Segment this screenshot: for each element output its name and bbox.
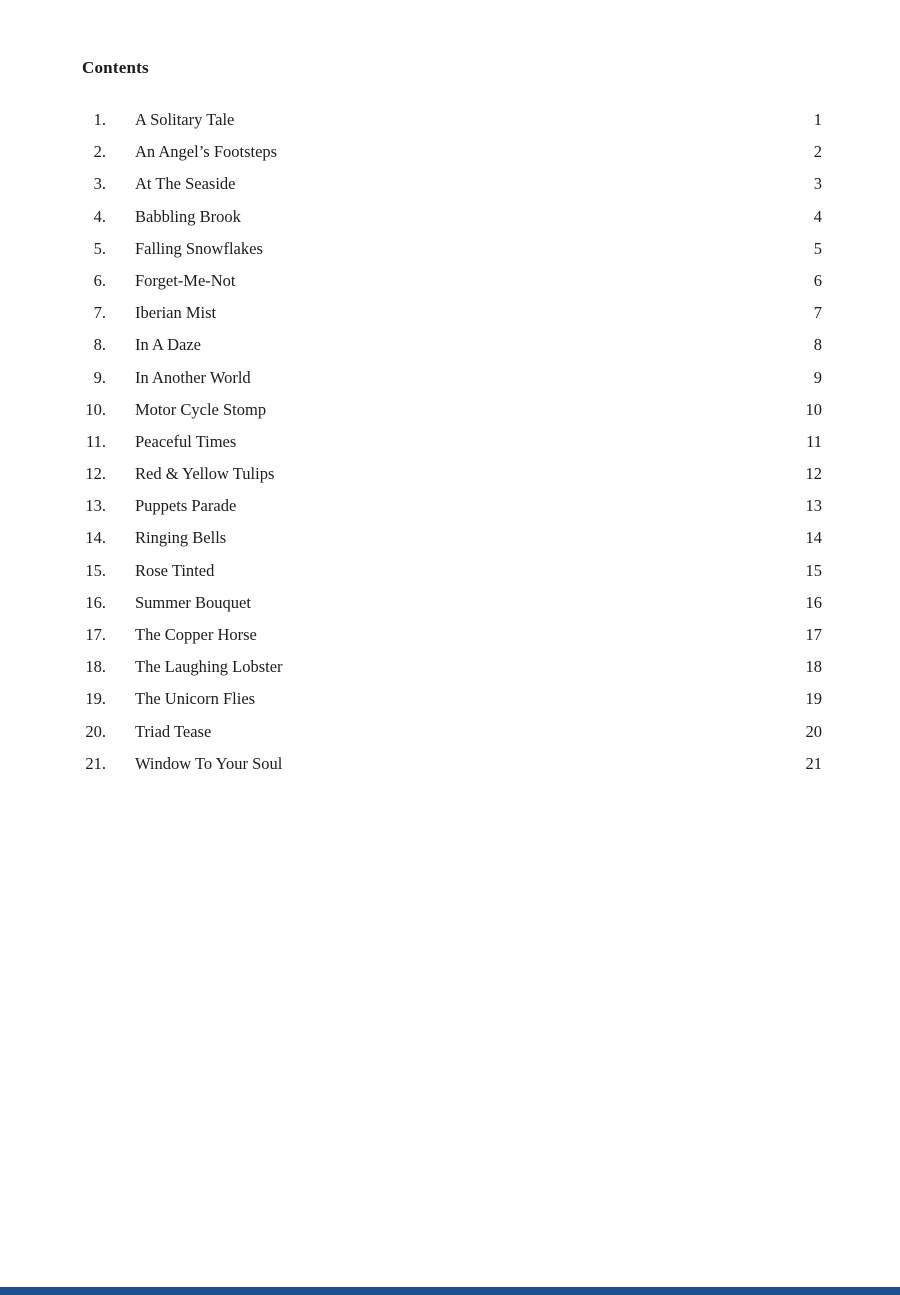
- entry-number: 2.: [93, 142, 106, 162]
- entry-page-number: 15: [805, 560, 822, 580]
- entry-page-number: 9: [813, 367, 822, 387]
- entry-title: Babbling Brook: [135, 206, 241, 226]
- toc-entry: [82, 362, 822, 394]
- toc-entry: [82, 748, 822, 780]
- entry-number: 7.: [93, 303, 106, 323]
- entry-number: 13.: [85, 496, 106, 516]
- entry-title: In Another World: [135, 367, 251, 387]
- contents-list: [82, 104, 822, 780]
- toc-entry: [82, 265, 822, 297]
- toc-entry: [82, 651, 822, 683]
- entry-page-number: 8: [813, 335, 822, 355]
- toc-entry: [82, 522, 822, 554]
- toc-entry: [82, 716, 822, 748]
- entry-number: 18.: [85, 657, 106, 677]
- toc-entry: [82, 555, 822, 587]
- entry-page-number: 14: [805, 528, 822, 548]
- entry-number: 12.: [85, 464, 106, 484]
- entry-page-number: 16: [805, 592, 822, 612]
- toc-entry: [82, 297, 822, 329]
- toc-entry: [82, 490, 822, 522]
- entry-page-number: 12: [805, 464, 822, 484]
- entry-page-number: 17: [805, 625, 822, 644]
- entry-title: Red & Yellow Tulips: [135, 464, 275, 484]
- entry-title: Forget-Me-Not: [135, 270, 236, 290]
- entry-title: Rose Tinted: [135, 560, 215, 580]
- entry-page-number: 13: [805, 496, 822, 516]
- toc-entry: [82, 619, 822, 651]
- entry-title: Summer Bouquet: [135, 592, 251, 612]
- entry-number: 15.: [85, 560, 106, 580]
- entry-number: 1.: [93, 110, 106, 129]
- entry-number: 17.: [85, 625, 106, 644]
- contents-heading: Contents: [82, 58, 149, 77]
- entry-number: 3.: [93, 174, 106, 194]
- entry-page-number: 11: [806, 431, 822, 451]
- entry-title: Triad Tease: [135, 721, 212, 741]
- entry-title: The Unicorn Flies: [135, 689, 256, 709]
- entry-title: The Copper Horse: [135, 625, 257, 644]
- entry-title: Iberian Mist: [135, 303, 217, 323]
- toc-entry: [82, 168, 822, 200]
- entry-title: Ringing Bells: [135, 528, 227, 548]
- toc-entry: [82, 683, 822, 715]
- entry-page-number: 2: [813, 142, 822, 162]
- entry-number: 6.: [93, 270, 106, 290]
- entry-title: At The Seaside: [135, 174, 236, 194]
- entry-page-number: 18: [805, 657, 822, 677]
- toc-entry: [82, 394, 822, 426]
- toc-entry: [82, 458, 822, 490]
- entry-page-number: 4: [813, 206, 822, 226]
- entry-title: Puppets Parade: [135, 496, 237, 516]
- toc-entry: [82, 233, 822, 265]
- entry-page-number: 19: [805, 689, 822, 709]
- entry-page-number: 21: [805, 753, 822, 773]
- entry-title: Peaceful Times: [135, 431, 237, 451]
- entry-page-number: 3: [813, 174, 822, 194]
- toc-entry: [82, 329, 822, 361]
- entry-title: Falling Snowflakes: [135, 238, 263, 258]
- entry-page-number: 5: [813, 238, 822, 258]
- entry-title: The Laughing Lobster: [135, 657, 283, 677]
- entry-number: 16.: [85, 592, 106, 612]
- entry-page-number: 7: [813, 303, 822, 323]
- entry-number: 4.: [93, 206, 106, 226]
- toc-entry: [82, 201, 822, 233]
- entry-number: 5.: [93, 238, 106, 258]
- entry-number: 9.: [93, 367, 106, 387]
- entry-page-number: 10: [805, 399, 822, 419]
- entry-title: Window To Your Soul: [135, 753, 283, 773]
- entry-number: 14.: [85, 528, 106, 548]
- toc-entry: [82, 587, 822, 619]
- entry-title: An Angel’s Footsteps: [135, 142, 278, 162]
- entry-title: A Solitary Tale: [135, 110, 235, 129]
- entry-page-number: 20: [805, 721, 822, 741]
- toc-entry: [82, 426, 822, 458]
- entry-number: 10.: [85, 399, 106, 419]
- entry-number: 11.: [85, 431, 106, 451]
- entry-page-number: 1: [813, 110, 822, 129]
- entry-title: Motor Cycle Stomp: [135, 399, 267, 419]
- entry-number: 21.: [85, 753, 106, 773]
- entry-page-number: 6: [813, 270, 822, 290]
- entry-number: 20.: [85, 721, 106, 741]
- footer-accent-bar: [0, 1287, 900, 1295]
- entry-number: 19.: [85, 689, 106, 709]
- toc-entry: [82, 136, 822, 168]
- entry-number: 8.: [93, 335, 106, 355]
- toc-entry: [82, 104, 822, 136]
- entry-title: In A Daze: [135, 335, 201, 355]
